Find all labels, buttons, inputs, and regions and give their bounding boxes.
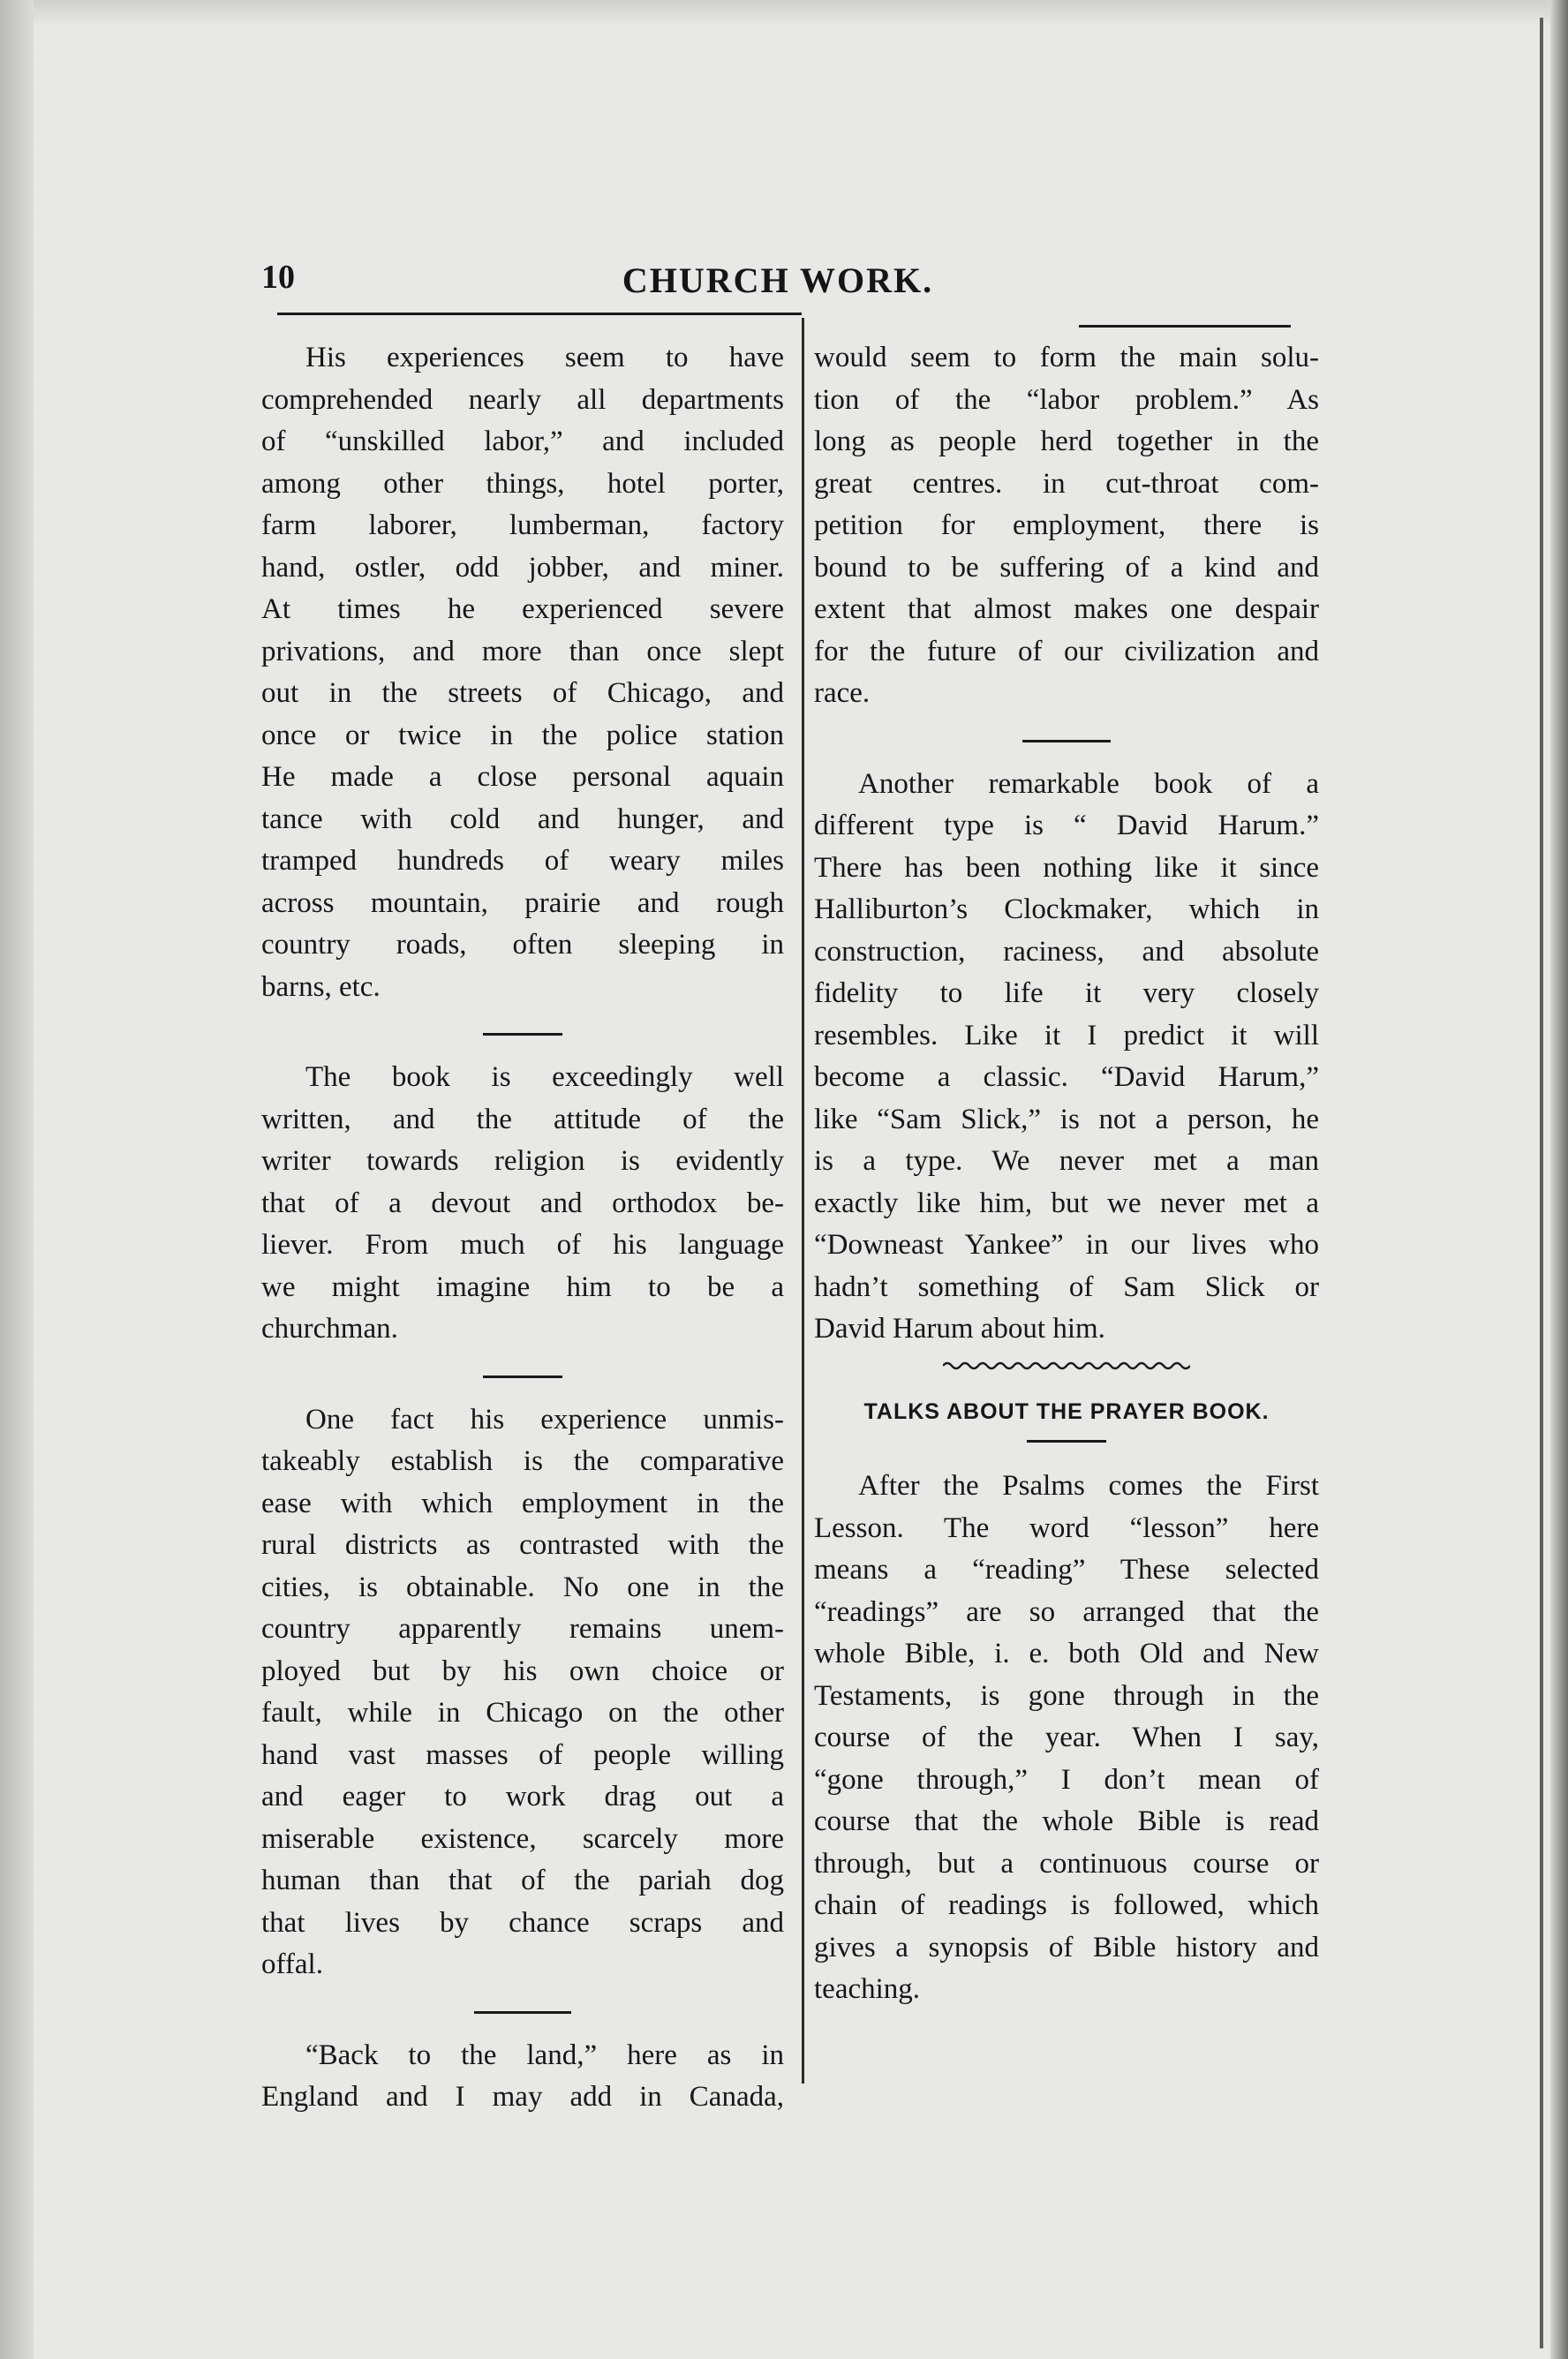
text-line: Lesson. The word “lesson” here [814,1511,1319,1544]
text-line: comprehended nearly all departments [261,383,784,416]
text-line: different type is “ David Harum.” [814,810,1319,841]
page-header [261,258,1294,311]
text-line: tion of the “labor problem.” As [814,383,1319,416]
paragraph-experiences [261,337,784,1008]
section-heading: TALKS ABOUT THE PRAYER BOOK. [863,1398,1270,1424]
text-line: At times he experienced severe [261,593,784,625]
text-line: of “unskilled labor,” and included [261,426,784,457]
wavy-rule-ornament [943,1360,1190,1372]
page-top-shadow [0,0,1568,26]
text-line: tance with cold and hunger, and [261,803,784,835]
paragraph-david-harum [814,764,1319,1351]
text-line: hand, ostler, odd jobber, and miner. [261,551,784,584]
text-line: once or twice in the police station [261,719,784,751]
text-line: is a type. We never met a man [814,1145,1319,1177]
text-line: There has been nothing like it since [814,851,1319,884]
section-separator [474,2011,571,2014]
text-line: hand vast masses of people willing [261,1738,784,1771]
text-line: “Downeast Yankee” in our lives who [814,1229,1319,1261]
header-rule-left [277,313,802,315]
text-line: construction, raciness, and absolute [814,935,1319,968]
text-line: long as people herd together in the [814,426,1319,457]
text-line: become a classic. “David Harum,” [814,1061,1319,1093]
text-line: churchman. [261,1313,398,1345]
page-left-shadow [0,0,34,2359]
text-line: chain of readings is followed, which [814,1889,1319,1921]
text-line: Testaments, is gone through in the [814,1679,1319,1712]
text-line: course that the whole Bible is read [814,1805,1319,1837]
column-divider [802,318,804,2084]
text-line: country roads, often sleeping in [261,929,784,961]
text-line: ease with which employment in the [261,1487,784,1519]
text-line: resembles. Like it I predict it will [814,1019,1319,1051]
page-right-edge [1550,0,1568,2359]
text-line: race. [814,677,871,709]
text-line: that of a devout and orthodox be- [261,1187,784,1219]
paragraph-back-to-land [261,2035,784,2119]
right-column [814,337,1319,2011]
paragraph-one-fact [261,1399,784,1986]
text-line: exactly like him, but we never met a [814,1187,1319,1219]
text-line: One fact his experience unmis- [305,1403,784,1436]
text-line: The book is exceedingly well [305,1061,784,1093]
text-line: like “Sam Slick,” is not a person, he [814,1103,1319,1135]
text-line: Another remarkable book of a [858,767,1319,800]
paragraph-labor-problem [814,337,1319,715]
text-line: country apparently remains unem- [261,1613,784,1645]
text-line: across mountain, prairie and rough [261,886,784,919]
text-line: out in the streets of Chicago, and [261,677,784,709]
text-line: fidelity to life it very closely [814,977,1319,1009]
text-line: among other things, hotel porter, [261,467,784,500]
text-line: written, and the attitude of the [261,1103,784,1135]
running-head: CHURCH WORK. [622,260,934,300]
text-line: means a “reading” These selected [814,1554,1319,1586]
text-line: that lives by chance scraps and [261,1906,784,1939]
section-separator [483,1375,562,1378]
text-line: and eager to work drag out a [261,1781,784,1813]
text-line: for the future of our civilization and [814,635,1319,667]
text-line: After the Psalms comes the First [858,1470,1319,1502]
text-line: hadn’t something of Sam Slick or [814,1270,1319,1303]
text-line: ployed but by his own choice or [261,1654,784,1687]
paragraph-book-written [261,1057,784,1351]
text-line: course of the year. When I say, [814,1722,1319,1753]
text-line: we might imagine him to be a [261,1270,784,1303]
section-separator [1027,1440,1106,1443]
text-line: David Harum about him. [814,1313,1105,1345]
section-separator [1022,740,1111,742]
text-line: extent that almost makes one despair [814,593,1319,625]
text-line: Halliburton’s Clockmaker, which in [814,893,1319,925]
text-line: He made a close personal aquain [261,761,784,793]
text-line: “readings” are so arranged that the [814,1595,1319,1628]
header-rule-right [1079,325,1291,328]
text-line: great centres. in cut-throat com- [814,467,1319,500]
left-column [261,337,784,2119]
text-line: privations, and more than once slept [261,635,784,667]
page-number: 10 [261,259,295,296]
text-line: human than that of the pariah dog [261,1865,784,1896]
section-separator [483,1033,562,1036]
text-line: whole Bible, i. e. both Old and New [814,1638,1319,1669]
text-line: takeably establish is the comparative [261,1445,784,1477]
text-line: England and I may add in Canada, [261,2081,784,2113]
text-line: farm laborer, lumberman, factory [261,509,784,541]
text-line: writer towards religion is evidently [261,1145,784,1177]
text-line: liever. From much of his language [261,1229,784,1261]
text-line: petition for employment, there is [814,509,1319,541]
text-line: through, but a continuous course or [814,1847,1319,1880]
text-line: offal. [261,1948,323,1980]
text-line: bound to be suffering of a kind and [814,551,1319,584]
text-line: would seem to form the main solu- [814,342,1319,373]
page-binding-line [1540,18,1543,2348]
text-line: gives a synopsis of Bible history and [814,1931,1319,1963]
paragraph-psalms-lesson [814,1466,1319,2011]
text-line: miserable existence, scarcely more [261,1822,784,1855]
text-line: fault, while in Chicago on the other [261,1697,784,1729]
text-line: rural districts as contrasted with the [261,1529,784,1561]
text-line: barns, etc. [261,970,381,1003]
text-line: “gone through,” I don’t mean of [814,1763,1319,1796]
text-line: teaching. [814,1973,921,2005]
text-line: cities, is obtainable. No one in the [261,1571,784,1603]
text-line: “Back to the land,” here as in [305,2039,784,2071]
text-line: His experiences seem to have [305,342,784,373]
text-line: tramped hundreds of weary miles [261,845,784,877]
